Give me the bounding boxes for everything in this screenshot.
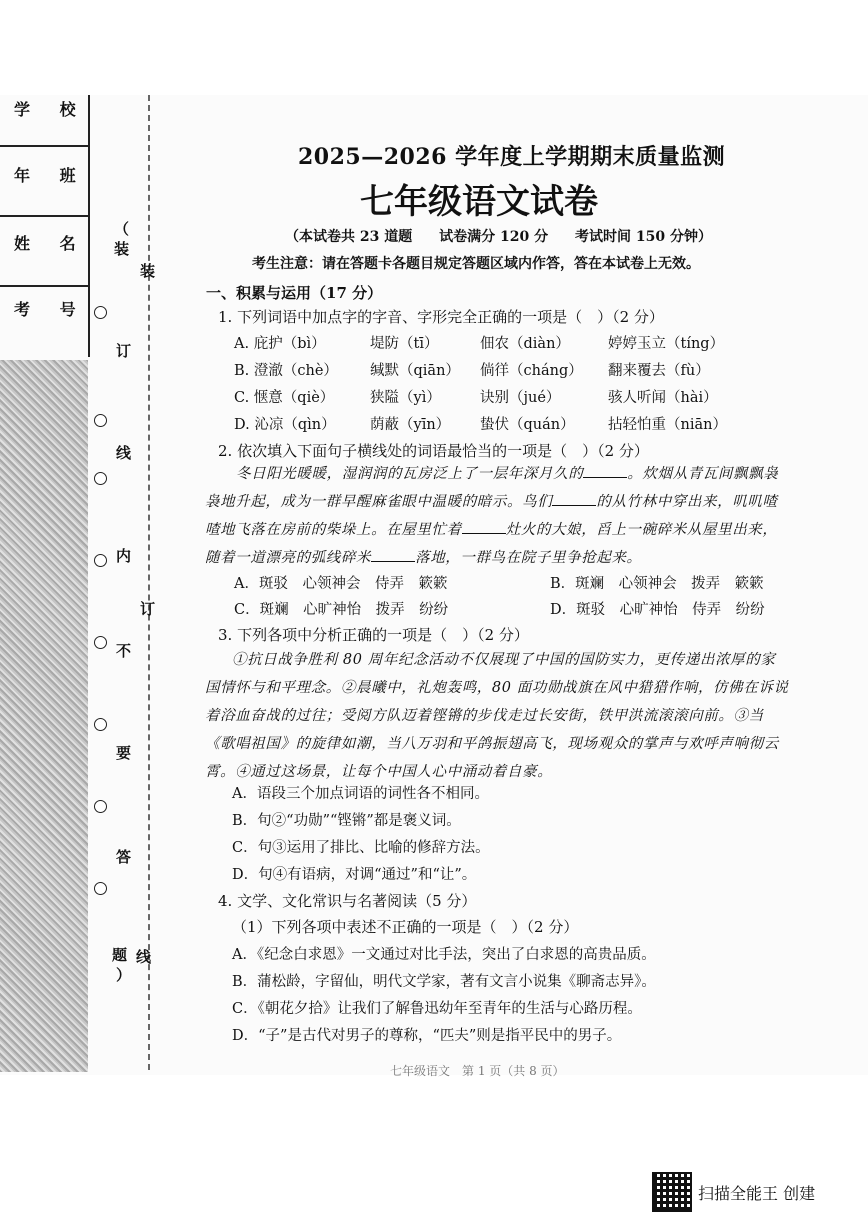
q3-option-b: B．句②“功勋”“铿锵”都是褒义词。 xyxy=(232,813,461,829)
binding-char: 要 xyxy=(116,744,132,762)
binding-char: 线 xyxy=(136,948,152,966)
exam-title-line1: 2025—2026 学年度上学期期末质量监测 xyxy=(298,144,726,170)
question-4-1-stem: （1）下列各项中表述不正确的一项是（ ）（2 分） xyxy=(232,918,579,936)
q2-line-1-a: 冬日阳光暖暖，湿润润的瓦房泛上了一层年深月久的 xyxy=(236,466,584,482)
q1-option-b-4: 翻来覆去（fù） xyxy=(608,363,710,379)
binding-char: 题 xyxy=(112,946,128,964)
binding-char: 装 xyxy=(114,240,130,258)
q2-line-2 xyxy=(205,488,778,516)
binding-hole xyxy=(94,306,107,319)
q1-option-b-1: B. 澄澈（chè） xyxy=(234,363,338,379)
q2-line-4-b: 落地，一群鸟在院子里争抢起来。 xyxy=(415,550,642,566)
answer-blank xyxy=(552,505,596,506)
info-row-exam-number xyxy=(0,285,88,355)
binding-hole xyxy=(94,414,107,427)
page-footer-note: 七年级语文 第 1 页（共 8 页） xyxy=(390,1064,565,1078)
student-info-table xyxy=(0,95,90,357)
q1-option-a-3: 佃农（diàn） xyxy=(480,336,570,352)
q2-line-1-b: 。炊烟从青瓦间飘飘袅 xyxy=(627,466,779,482)
info-label-class: 年 班 xyxy=(14,166,88,185)
q4-option-c: C．《朝花夕拾》让我们了解鲁迅幼年至青年的生活与心路历程。 xyxy=(232,1001,642,1017)
question-4-stem: 4. 文学、文化常识与名著阅读（5 分） xyxy=(218,892,477,910)
binding-hole xyxy=(94,882,107,895)
binding-hole xyxy=(94,636,107,649)
q3-option-d: D．句④有语病，对调“通过”和“让”。 xyxy=(232,867,477,883)
hatched-margin xyxy=(0,360,88,1072)
binding-char: 内 xyxy=(116,547,132,565)
exam-notice: 考生注意：请在答题卡各题目规定答题区域内作答，答在本试卷上无效。 xyxy=(252,256,700,272)
exam-title-line2: 七年级语文试卷 xyxy=(360,182,598,222)
binding-hole xyxy=(94,472,107,485)
q1-option-c-3: 诀别（jué） xyxy=(480,390,561,406)
q1-option-c-2: 狭隘（yì） xyxy=(370,390,441,406)
q2-option-a: A．斑驳 心领神会 侍弄 簌簌 xyxy=(234,576,448,592)
q3-line-2: 国情怀与和平理念。②晨曦中，礼炮轰鸣，80 面功勋战旗在风中猎猎作响，仿佛在诉说 xyxy=(205,680,789,696)
binding-char: （ xyxy=(114,220,130,238)
q3-line-3: 着浴血奋战的过往；受阅方队迈着铿锵的步伐走过长安街，铁甲洪流滚滚向前。③当 xyxy=(205,708,764,724)
q3-option-a: A．语段三个加点词语的词性各不相同。 xyxy=(232,786,489,802)
binding-char: 答 xyxy=(116,848,132,866)
meta-question-count: （本试卷共 23 道题 xyxy=(285,229,413,245)
q2-line-2-a: 袅地升起，成为一群早醒麻雀眼中温暖的暗示。鸟们 xyxy=(205,494,553,510)
q2-line-3-b: 灶火的大娘，舀上一碗碎米从屋里出来， xyxy=(505,522,778,538)
q1-option-b-3: 倘徉（cháng） xyxy=(480,363,583,379)
q1-option-d-1: D. 沁凉（qìn） xyxy=(234,417,336,433)
q1-option-d-4: 拈轻怕重（niān） xyxy=(608,417,727,433)
scanner-brand-label: 扫描全能王 创建 xyxy=(698,1184,816,1203)
info-row-name xyxy=(0,215,88,287)
q1-option-a-1: A. 庇护（bì） xyxy=(234,336,326,352)
q2-option-b: B．斑斓 心领神会 拨弄 簌簌 xyxy=(550,576,764,592)
meta-full-score: 试卷满分 120 分 xyxy=(439,229,549,245)
binding-char: 不 xyxy=(116,642,132,660)
q1-option-b-2: 缄默（qiān） xyxy=(370,363,460,379)
question-3-stem: 3. 下列各项中分析正确的一项是（ ）（2 分） xyxy=(218,626,529,644)
q2-line-3 xyxy=(205,516,778,544)
q4-option-d: D．“子”是古代对男子的尊称，“匹夫”则是指平民中的男子。 xyxy=(232,1028,622,1044)
exam-meta xyxy=(285,226,734,246)
q4-option-a: A．《纪念白求恩》一文通过对比手法，突出了白求恩的高贵品质。 xyxy=(232,947,656,963)
q3-option-c: C．句③运用了排比、比喻的修辞方法。 xyxy=(232,840,490,856)
q1-option-d-2: 荫蔽（yīn） xyxy=(370,417,451,433)
info-row-class xyxy=(0,145,88,217)
q2-line-2-b: 的从竹林中穿出来，叽叽喳 xyxy=(596,494,778,510)
q2-line-4-a: 随着一道漂亮的弧线碎米 xyxy=(205,550,372,566)
binding-char: ） xyxy=(116,966,132,984)
info-label-school: 学 校 xyxy=(14,100,88,119)
q2-option-d: D．斑驳 心旷神怡 侍弄 纷纷 xyxy=(550,602,765,618)
qr-code-icon xyxy=(652,1172,692,1212)
binding-hole xyxy=(94,554,107,567)
binding-char: 装 xyxy=(140,262,156,280)
q2-line-1 xyxy=(236,460,778,488)
meta-duration: 考试时间 150 分钟） xyxy=(574,229,712,245)
section-title: 一、积累与运用（17 分） xyxy=(206,284,383,302)
q3-line-5: 霄。④通过这场景，让每个中国人心中涌动着自豪。 xyxy=(205,764,553,780)
q1-option-c-1: C. 惬意（qiè） xyxy=(234,390,335,406)
q1-option-d-3: 蛰伏（quán） xyxy=(480,417,575,433)
q1-option-a-4: 婷婷玉立（tíng） xyxy=(608,336,725,352)
question-1-stem: 1. 下列词语中加点字的字音、字形完全正确的一项是（ ）（2 分） xyxy=(218,308,664,326)
q2-line-4 xyxy=(205,544,642,572)
q2-option-c: C．斑斓 心旷神怡 拨弄 纷纷 xyxy=(234,602,449,618)
info-label-name: 姓 名 xyxy=(14,234,88,253)
q3-line-4: 《歌唱祖国》的旋律如潮，当八万羽和平鸽振翅高飞，现场观众的掌声与欢呼声响彻云 xyxy=(205,736,779,752)
info-row-school xyxy=(0,95,88,147)
info-label-exam-number: 考 号 xyxy=(14,300,88,319)
question-2-stem: 2. 依次填入下面句子横线处的词语最恰当的一项是（ ）（2 分） xyxy=(218,442,649,460)
binding-char: 订 xyxy=(140,600,156,618)
binding-hole xyxy=(94,800,107,813)
q3-line-1: ①抗日战争胜利 80 周年纪念活动不仅展现了中国的国防实力，更传递出浓厚的家 xyxy=(232,652,776,668)
cut-line xyxy=(148,95,150,1070)
q1-option-c-4: 骇人听闻（hài） xyxy=(608,390,718,406)
q1-option-a-2: 堤防（tī） xyxy=(370,336,439,352)
answer-blank xyxy=(371,561,415,562)
binding-char: 订 xyxy=(116,342,132,360)
answer-blank xyxy=(462,533,506,534)
answer-blank xyxy=(583,477,627,478)
binding-char: 线 xyxy=(116,444,132,462)
q2-line-3-a: 喳地飞落在房前的柴垛上。在屋里忙着 xyxy=(205,522,462,538)
binding-hole xyxy=(94,718,107,731)
q4-option-b: B．蒲松龄，字留仙，明代文学家，著有文言小说集《聊斋志异》。 xyxy=(232,974,656,990)
